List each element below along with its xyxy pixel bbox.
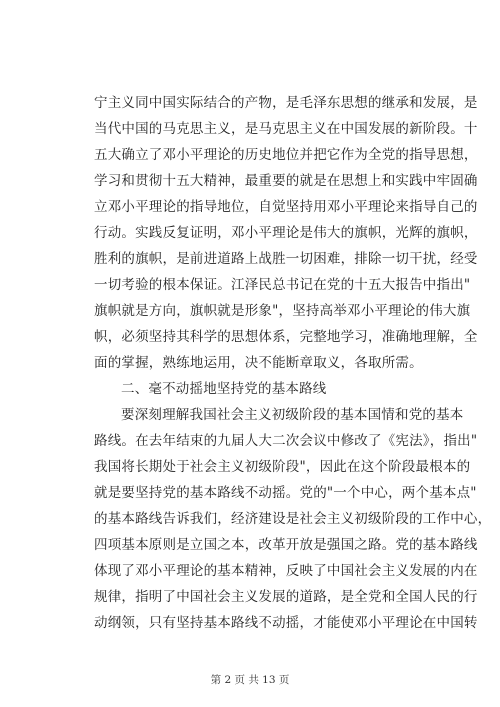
section-heading: 二、毫不动摇地坚持党的基本路线 — [121, 381, 327, 397]
text-line: 要深刻理解我国社会主义初级阶段的基本国情和党的基本 — [121, 407, 464, 423]
text-line: 学习和贯彻十五大精神，最重要的就是在思想上和实践中牢固确 — [94, 173, 478, 189]
text-line: 体现了邓小平理论的基本精神，反映了中国社会主义发展的内在 — [94, 563, 478, 579]
text-line: 帜，必须坚持其科学的思想体系，完整地学习，准确地理解，全 — [94, 329, 478, 345]
text-line: 胜利的旗帜，是前进道路上战胜一切困难，排除一切干扰，经受 — [94, 251, 478, 267]
text-line: 立邓小平理论的指导地位，自觉坚持用邓小平理论来指导自己的 — [94, 199, 478, 215]
text-line: 面的掌握，熟练地运用，决不能断章取义，各取所需。 — [94, 355, 423, 371]
text-line: 宁主义同中国实际结合的产物，是毛泽东思想的继承和发展，是 — [94, 95, 478, 111]
text-line: 我国将长期处于社会主义初级阶段"，因此在这个阶段最根本的 — [94, 459, 471, 475]
text-line: 规律，指明了中国社会主义发展的道路，是全党和全国人民的行 — [94, 589, 478, 605]
text-line: 路线。在去年结束的九届人大二次会议中修改了《宪法》，指出" — [94, 433, 478, 449]
text-line: 一切考验的根本保证。江泽民总书记在党的十五大报告中指出" — [94, 277, 471, 293]
text-line: 旗帜就是方向，旗帜就是形象"，坚持高举邓小平理论的伟大旗 — [94, 303, 471, 319]
page-number-footer: 第 2 页 共 13 页 — [210, 674, 290, 686]
text-line: 的基本路线告诉我们，经济建设是社会主义初级阶段的工作中心， — [94, 511, 492, 527]
text-line: 动纲领，只有坚持基本路线不动摇，才能使邓小平理论在中国转 — [94, 615, 478, 631]
body-text — [94, 90, 492, 636]
text-line: 行动。实践反复证明，邓小平理论是伟大的旗帜，光辉的旗帜， — [94, 225, 478, 241]
text-line: 当代中国的马克思主义，是马克思主义在中国发展的新阶段。十 — [94, 121, 478, 137]
text-line: 五大确立了邓小平理论的历史地位并把它作为全党的指导思想， — [94, 147, 478, 163]
text-line: 就是要坚持党的基本路线不动摇。党的"一个中心，两个基本点" — [94, 485, 477, 501]
text-line: 四项基本原则是立国之本，改革开放是强国之路。党的基本路线 — [94, 537, 478, 553]
